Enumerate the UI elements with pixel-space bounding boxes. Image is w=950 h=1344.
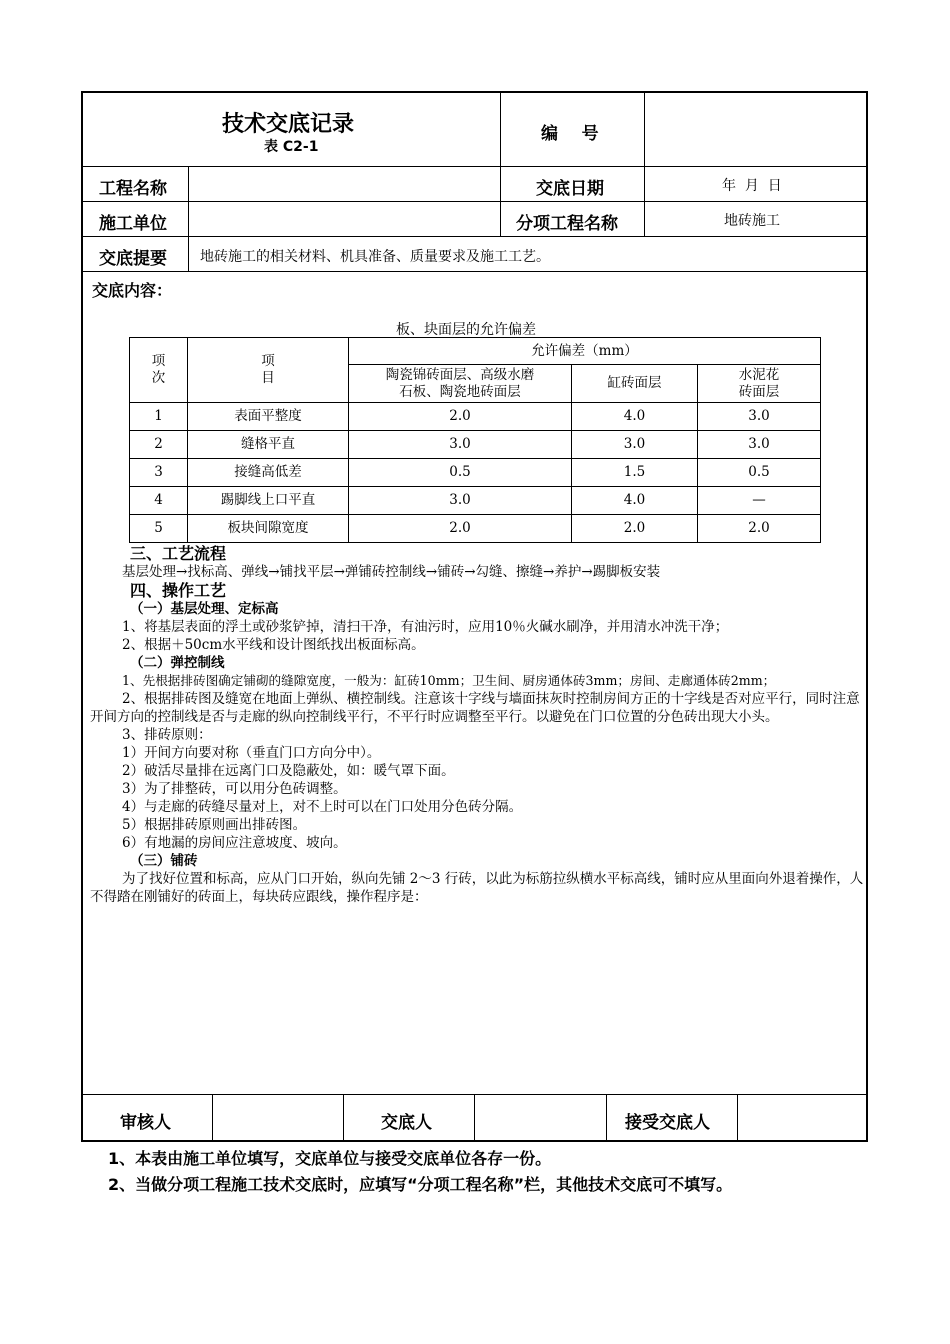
unit-label: 施工单位 [99,214,167,234]
row-no: 1 [130,403,188,431]
content-label: 交底内容： [92,281,173,300]
section-2-para-2: 2、根据排砖图及缝宽在地面上弹纵、横控制线。注意该十字线与墙面抹灰时控制房间方正的十字线是否对应平行，同时注意开间方向的控制线是否与走廊的纵向控制线平行，不平行时应调整至平行。以避免在门口位置的分色砖出现大小头。 [90,691,860,725]
row-item: 表面平整度 [188,403,349,431]
row-b: 1.5 [572,459,698,487]
note-2: 2、当做分项工程施工技术交底时，应填写“分项工程名称”栏，其他技术交底可不填写。 [108,1175,733,1194]
deviation-table [129,337,821,543]
section-2-heading: （二）弹控制线 [130,655,225,671]
form-title: 技术交底记录 [222,112,355,137]
summary-label: 交底提要 [99,249,167,269]
row-b: 3.0 [572,431,698,459]
col-item-header: 项 目 [188,338,349,403]
row-c: 3.0 [698,431,821,459]
summary-value[interactable]: 地砖施工的相关材料、机具准备、质量要求及施工工艺。 [200,249,550,265]
table-row [130,487,821,515]
row-b: 2.0 [572,515,698,543]
date-label: 交底日期 [536,179,604,199]
process-heading: 三、工艺流程 [130,544,227,563]
form-code: 表 C2-1 [264,139,319,155]
number-label: 编 号 [541,124,599,144]
col-divider [644,91,645,236]
subproject-label: 分项工程名称 [516,214,618,234]
row-b: 4.0 [572,487,698,515]
project-name-value[interactable] [200,175,490,195]
row-no: 4 [130,487,188,515]
col-c-header: 水泥花 砖面层 [698,365,821,403]
table-row [130,403,821,431]
col-divider [474,1094,475,1142]
section-1-para-1: 1、将基层表面的浮土或砂浆铲掉，清扫干净，有油污时，应用10％火碱水刷净，并用清水冲洗干净； [122,619,729,635]
col-divider [500,91,501,236]
col-b-header: 缸砖面层 [572,365,698,403]
row-b: 4.0 [572,403,698,431]
content-body [90,544,865,906]
discloser-value[interactable] [484,1108,594,1130]
section-3-para-1: 为了找好位置和标高，应从门口开始，纵向先铺 2～3 行砖，以此为标筋拉纵横水平标高线，铺时应从里面向外退着操作，人不得踏在刚铺好的砖面上，每块砖应跟线，操作程序是： [90,871,864,905]
note-1: 1、本表由施工单位填写，交底单位与接受交底单位各存一份。 [108,1149,552,1168]
subproject-value[interactable]: 地砖施工 [724,213,780,229]
section-1-heading: （一）基层处理、定标高 [130,601,279,617]
row-item: 踢脚线上口平直 [188,487,349,515]
project-name-label: 工程名称 [99,179,167,199]
col-divider [737,1094,738,1142]
section-2-para-3: 3、排砖原则： [122,727,212,743]
section-2-rule-6: 6）有地漏的房间应注意坡度、坡向。 [122,835,347,851]
section-3-heading: （三）铺砖 [130,853,198,869]
table-caption: 板、块面层的允许偏差 [396,322,536,338]
row-c: 3.0 [698,403,821,431]
col-a-header: 陶瓷锦砖面层、高级水磨 石板、陶瓷地砖面层 [349,365,572,403]
row-item: 接缝高低差 [188,459,349,487]
receiver-label: 接受交底人 [625,1113,710,1133]
unit-value[interactable] [200,210,490,230]
section-2-rule-2: 2）破活尽量排在远离门口及隐蔽处，如：暖气罩下面。 [122,763,455,779]
row-a: 2.0 [349,515,572,543]
section-1-para-2: 2、根据＋50cm水平线和设计图纸找出板面标高。 [122,637,425,653]
section-2-rule-5: 5）根据排砖原则画出排砖图。 [122,817,307,833]
table-row [130,459,821,487]
col-divider [212,1094,213,1142]
row-divider [81,271,868,272]
row-item: 板块间隙宽度 [188,515,349,543]
col-divider [343,1094,344,1142]
date-value[interactable]: 年 月 日 [722,178,782,194]
col-divider [606,1094,607,1142]
row-c: 2.0 [698,515,821,543]
number-value[interactable] [660,120,850,140]
row-divider [81,236,868,237]
row-divider [81,166,868,167]
operation-heading: 四、操作工艺 [130,581,227,600]
row-a: 0.5 [349,459,572,487]
reviewer-value[interactable] [222,1108,332,1130]
row-c: — [698,487,821,515]
table-row [130,431,821,459]
row-c: 0.5 [698,459,821,487]
row-no: 3 [130,459,188,487]
row-a: 2.0 [349,403,572,431]
reviewer-label: 审核人 [120,1113,171,1133]
row-divider [81,201,868,202]
col-group-header: 允许偏差（mm） [349,338,821,365]
section-2-rule-4: 4）与走廊的砖缝尽量对上，对不上时可以在门口处用分色砖分隔。 [122,799,523,815]
row-item: 缝格平直 [188,431,349,459]
discloser-label: 交底人 [381,1113,432,1133]
section-2-para-1: 1、先根据排砖图确定铺砌的缝隙宽度，一般为：缸砖10mm；卫生间、厨房通体砖3mm；房间、走廊通体砖2mm； [122,673,776,688]
col-index-header: 项 次 [130,338,188,403]
footnotes [108,1146,732,1198]
col-divider [188,166,189,271]
row-a: 3.0 [349,431,572,459]
row-a: 3.0 [349,487,572,515]
table-row [130,515,821,543]
section-2-rule-1: 1）开间方向要对称（垂直门口方向分中）。 [122,745,381,761]
row-no: 2 [130,431,188,459]
section-2-rule-3: 3）为了排整砖，可以用分色砖调整。 [122,781,347,797]
row-no: 5 [130,515,188,543]
receiver-value[interactable] [747,1108,857,1130]
process-flow: 基层处理→找标高、弹线→铺找平层→弹铺砖控制线→铺砖→勾缝、擦缝→养护→踢脚板安装 [122,564,661,580]
